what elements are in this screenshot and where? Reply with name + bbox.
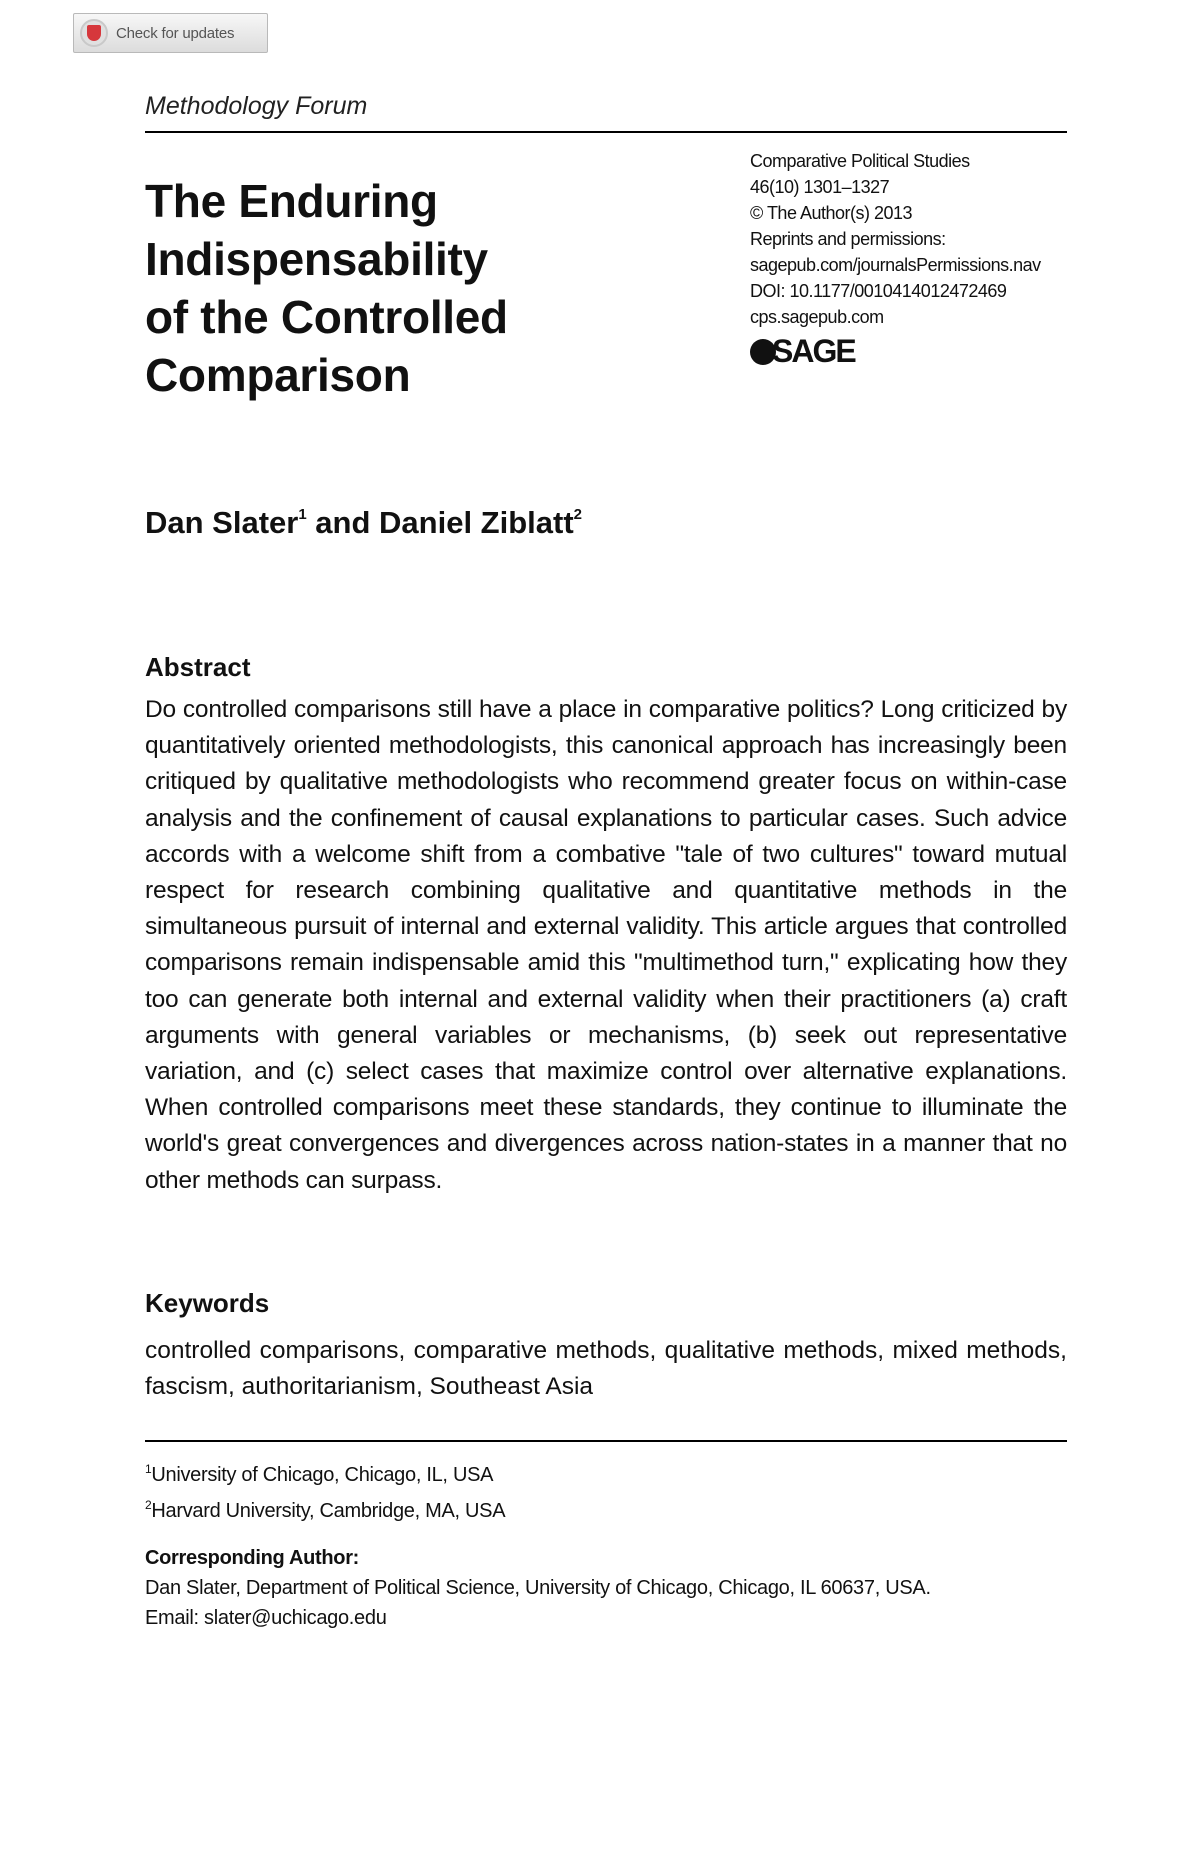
author-list [145,505,582,541]
keywords-heading: Keywords [145,1288,270,1318]
section-label: Methodology Forum [145,92,368,120]
abstract-body: Do controlled comparisons still have a place in comparative politics? Long criticized by quantitatively oriented methodologists, this canonical approach has increasingly been critiqued by qualitative methodologists who recommend greater focus on within-case analysis and the confinement of causal explanations to particular cases. Such advice accords with a welcome shift from a combative "tale of two cultures" toward mutual respect for research combining qualitative and quantitative methods in the simultaneous pursuit of internal and external validity. This article argues that controlled comparisons remain indispensable amid this "multimethod turn," explicating how they too can generate both internal and external validity when their practitioners (a) craft arguments with general variables or mechanisms, (b) seek out representative variation, and (c) select cases that maximize control over alternative explanations. When controlled comparisons meet these standards, they continue to illuminate the world's great convergences and divergences across nation-states in a manner that no other methods can surpass. [145,696,1067,1194]
affiliation-item [145,1490,1067,1526]
author-name: Daniel Ziblatt [379,505,574,540]
bookmark-icon [80,19,108,47]
journal-issue: 46(10) 1301–1327 [750,177,890,197]
abstract-heading: Abstract [145,652,251,682]
author-affil-marker: 1 [298,506,307,523]
title-line: The Enduring [145,175,438,227]
header-rule [145,131,1067,133]
article-title [145,172,705,404]
reprints-label: Reprints and permissions: [750,229,946,249]
corresponding-address: Dan Slater, Department of Political Science, University of Chicago, Chicago, IL 60637, USA. [145,1577,931,1599]
corresponding-heading: Corresponding Author: [145,1547,360,1569]
corresponding-email[interactable]: Email: slater@uchicago.edu [145,1607,387,1629]
doi-line[interactable]: DOI: 10.1177/0010414012472469 [750,281,1007,301]
affiliation-item [145,1454,1067,1490]
permissions-link[interactable]: sagepub.com/journalsPermissions.nav [750,255,1041,275]
affiliation-text: Harvard University, Cambridge, MA, USA [151,1500,506,1522]
author-name: Dan Slater [145,505,299,540]
footnote-rule [145,1440,1067,1442]
check-for-updates-label: Check for updates [116,24,235,42]
journal-site-link[interactable]: cps.sagepub.com [750,307,884,327]
title-line: Indispensability [145,233,488,285]
author-affil-marker: 2 [573,506,583,523]
sage-logo [750,333,855,370]
keywords-body: controlled comparisons, comparative methods, qualitative methods, mixed methods, fascism, authoritarianism, Southeast Asia [145,1337,1067,1400]
journal-name: Comparative Political Studies [750,151,970,171]
title-line: of the Controlled [145,291,508,343]
affiliation-marker: 1 [145,1462,152,1476]
affiliations [145,1454,1067,1526]
affiliation-text: University of Chicago, Chicago, IL, USA [151,1464,494,1486]
copyright-line: © The Author(s) 2013 [750,203,913,223]
affiliation-marker: 2 [145,1498,152,1512]
corresponding-author [145,1543,1067,1633]
sage-wordmark: SAGE [772,333,855,369]
journal-meta [750,148,1080,330]
author-connector: and [306,505,380,540]
title-line: Comparison [145,349,411,401]
check-for-updates-button[interactable] [73,13,268,53]
